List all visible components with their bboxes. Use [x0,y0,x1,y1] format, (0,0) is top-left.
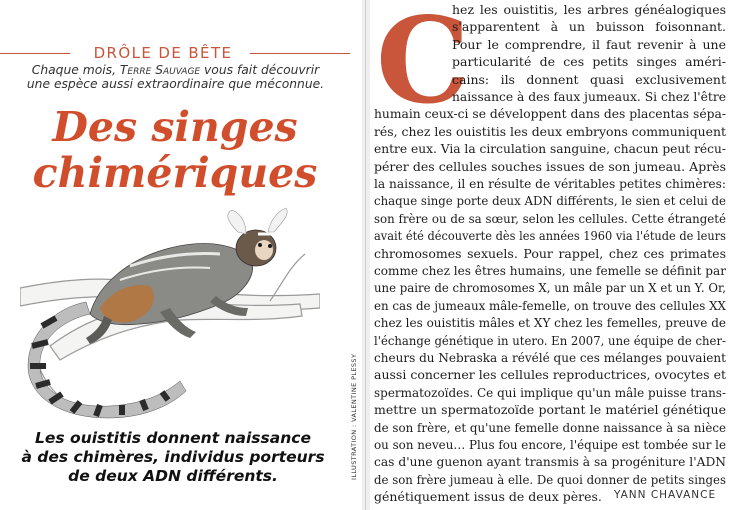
caption-line3: de deux ADN différents. [68,467,278,485]
article-line: hez les ouistitis, les arbres généalogiques [452,2,726,17]
article-line: comme chez les êtres humains, une femelle se définit par [374,263,726,278]
article-line: spermatozoïdes. Ce qui implique qu'un mâle puisse trans- [374,384,726,400]
article-line: chaque singe porte deux ADN différents, le sien et celui de [374,193,726,209]
article-line: avait été découverte dès les années 1960 via l'étude de leurs [374,228,726,244]
page-gutter [362,0,370,510]
article-line: l'échange génétique in utero. En 2007, une équipe de cher- [374,332,726,348]
article-line: cains: ils donnent quasi exclusivement [452,71,726,87]
rubric-label: DRÔLE DE BÊTE [93,44,233,62]
article-line: génétiquement issus de deux pères. [374,489,602,505]
article-line: humain ceux-ci se développent dans des placentas sépa- [374,106,726,122]
left-page [0,0,350,510]
article-line: de son frère, et qu'une femelle donne naissance à sa nièce [374,419,726,435]
article-line: aussi concerner les cellules reproductrices, ovocytes et [374,367,726,383]
article-line: chez les ouistitis mâles et XY chez les femelles, preuve de [374,315,726,331]
rubric-rule-right [250,53,350,54]
article-line: naissance à des faux jumeaux. Si chez l'être [452,89,726,104]
article-line: rés, chez les ouistitis les deux embryons communiquent [374,123,726,139]
caption-line2: à des chimères, individus porteurs [21,448,325,466]
intro-before: Chaque mois, [31,63,120,77]
illustration-credit: ILLUSTRATION : VALENTINE PLESSY [350,353,358,480]
intro-text [8,63,343,91]
drop-cap: C [376,0,470,130]
intro-line2: une espèce aussi extraordinaire que méconnue. [26,77,325,91]
rubric-rule-left [0,53,70,54]
title-line2: chimériques [32,149,318,197]
caption-line1: Les ouistitis donnent naissance [35,429,311,447]
author-signature: YANN CHAVANCE [614,489,717,501]
article-line: s'apparentent à un buisson foisonnant. [452,19,726,35]
article-line: de son frère jumeau à elle. De quoi donner de petits singes [374,471,726,487]
marmoset-illustration [20,196,320,421]
article-line: une paire de chromosomes X, un mâle par un X et un Y. Or, [374,280,726,296]
article-line: entre eux. Via la circulation sanguine, chacun peut récu- [374,141,726,157]
article-line: ou son neveu… Plus fou encore, l'équipe est tombée sur le [374,437,726,452]
rubric-header [0,43,350,63]
article-line: particularité de ces petits singes améri- [452,54,726,70]
article-line: son frère ou de sa sœur, selon les cellules. Cette étrangeté [374,210,726,226]
article-line: la naissance, il en résulte de véritables petites chimères: [374,176,726,191]
article-line: Pour le comprendre, il faut revenir à une [452,36,726,52]
title-line1: Des singes [52,103,298,151]
article-line: cas d'une guenon ayant transmis à sa progéniture l'ADN [374,454,726,470]
article-title [10,104,340,196]
article-line: cheurs du Nebraska a révélé que ces mélanges pouvaient [374,350,726,365]
magazine-name: Terre Sauvage [119,63,201,77]
article-line: pérer des cellules souches issues de son jumeau. Après [374,158,726,174]
right-page [374,0,730,510]
article-line: en cas de jumeaux mâle-femelle, on trouve des cellules XX [374,297,726,313]
article-line: mettre un spermatozoïde portant le matériel génétique [374,402,726,418]
article-line: chromosomes sexuels. Pour rappel, chez ces primates [374,245,726,261]
illustration-caption [8,429,338,486]
intro-after: vous fait découvrir [200,63,320,77]
